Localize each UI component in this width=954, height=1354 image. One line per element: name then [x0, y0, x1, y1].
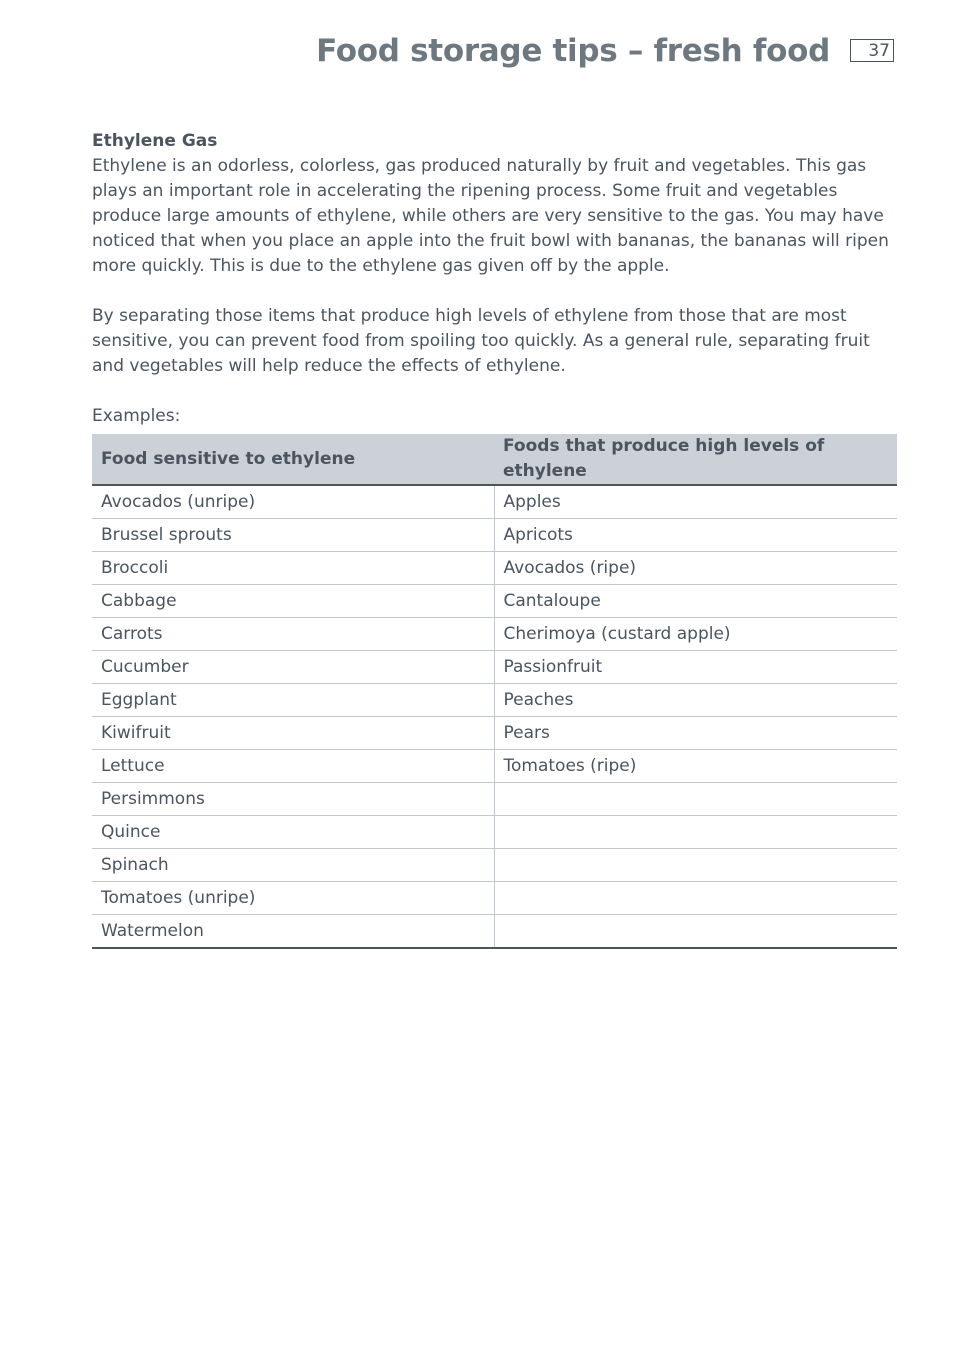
table-row	[92, 882, 897, 915]
table-row	[92, 717, 897, 750]
table-row	[92, 849, 897, 882]
sensitive-food-cell: Cabbage	[92, 585, 494, 618]
table-row	[92, 915, 897, 949]
sensitive-food-cell: Watermelon	[92, 915, 494, 949]
column-header-producers: Foods that produce high levels of ethylene	[494, 434, 897, 485]
main-content	[92, 129, 897, 949]
producer-food-cell: Peaches	[494, 684, 897, 717]
table-row	[92, 750, 897, 783]
table-row	[92, 519, 897, 552]
sensitive-food-cell: Persimmons	[92, 783, 494, 816]
page-title: Food storage tips – fresh food	[316, 33, 830, 69]
table-row	[92, 485, 897, 519]
sensitive-food-cell: Spinach	[92, 849, 494, 882]
sensitive-food-cell: Carrots	[92, 618, 494, 651]
producer-food-cell: Apples	[494, 485, 897, 519]
table-header-row	[92, 434, 897, 485]
producer-food-cell: Pears	[494, 717, 897, 750]
sensitive-food-cell: Brussel sprouts	[92, 519, 494, 552]
producer-food-cell: Apricots	[494, 519, 897, 552]
table-row	[92, 783, 897, 816]
sensitive-food-cell: Avocados (unripe)	[92, 485, 494, 519]
sensitive-food-cell: Quince	[92, 816, 494, 849]
section-heading: Ethylene Gas	[92, 131, 218, 151]
sensitive-food-cell: Kiwifruit	[92, 717, 494, 750]
sensitive-food-cell: Eggplant	[92, 684, 494, 717]
producer-food-cell	[494, 849, 897, 882]
producer-food-cell: Cherimoya (custard apple)	[494, 618, 897, 651]
sensitive-food-cell: Broccoli	[92, 552, 494, 585]
ethylene-table	[92, 434, 897, 949]
table-row	[92, 552, 897, 585]
table-row	[92, 816, 897, 849]
producer-food-cell: Passionfruit	[494, 651, 897, 684]
producer-food-cell	[494, 915, 897, 949]
page-number: 37	[850, 39, 894, 62]
producer-food-cell: Avocados (ripe)	[494, 552, 897, 585]
sensitive-food-cell: Cucumber	[92, 651, 494, 684]
table-row	[92, 585, 897, 618]
paragraph-ethylene-separation: By separating those items that produce high levels of ethylene from those that are most sensitive, you can prevent food from spoiling too quickly. As a general rule, separating fruit and vegetables will help reduce the effects of ethylene.	[92, 306, 870, 376]
producer-food-cell	[494, 816, 897, 849]
table-row	[92, 651, 897, 684]
producer-food-cell: Tomatoes (ripe)	[494, 750, 897, 783]
sensitive-food-cell: Lettuce	[92, 750, 494, 783]
paragraph-ethylene-intro: Ethylene is an odorless, colorless, gas produced naturally by fruit and vegetables. This gas plays an important role in accelerating the ripening process. Some fruit and vegetables produce large amounts of ethylene, while others are very sensitive to the gas. You may have noticed that when you place an apple into the fruit bowl with bananas, the bananas will ripen more quickly. This is due to the ethylene gas given off by the apple.	[92, 156, 889, 276]
table-row	[92, 618, 897, 651]
table-row	[92, 684, 897, 717]
producer-food-cell: Cantaloupe	[494, 585, 897, 618]
column-header-sensitive: Food sensitive to ethylene	[92, 434, 494, 485]
examples-label: Examples:	[92, 406, 181, 426]
producer-food-cell	[494, 783, 897, 816]
sensitive-food-cell: Tomatoes (unripe)	[92, 882, 494, 915]
producer-food-cell	[494, 882, 897, 915]
